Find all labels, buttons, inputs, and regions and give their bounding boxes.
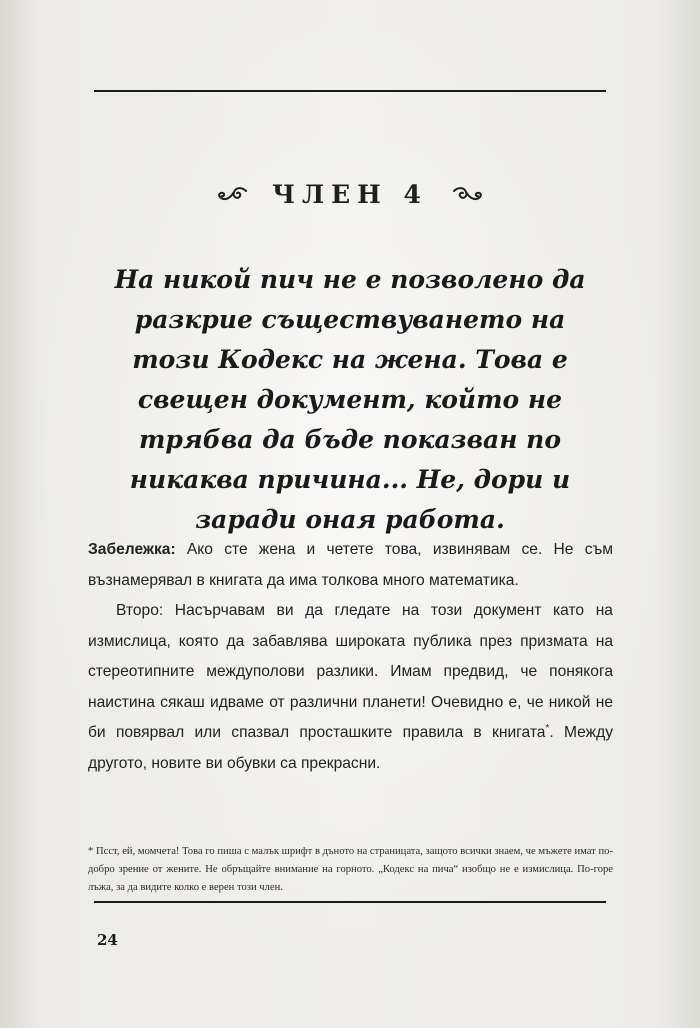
note-text: Ако сте жена и четете това, извинявам се. Не съм възнамерявал в книгата да има толкова много математика. <box>88 541 613 589</box>
heading-title: ЧЛЕН 4 <box>272 180 428 209</box>
note-paragraph <box>88 535 613 596</box>
footnote: * Псст, ей, момчета! Това го пиша с малък шрифт в дъното на страницата, защото всички знаем, че мъжете имат по-добро зрение от жените. Не обръщайте внимание на горното. „Кодекс на пича“ изобщо не е измислица. По-горе лъжа, за да видите колко е верен този член. <box>88 846 613 893</box>
bottom-rule <box>94 901 606 903</box>
rule-statement: На никой пич не е позволено да разкрие съществуването на този Кодекс на жена. Това е свещен документ, който не трябва да бъде показван по никаква причина... Не, дори и заради оная работа. <box>114 265 586 534</box>
page-number: 24 <box>97 931 118 949</box>
flourish-left-icon <box>216 185 250 205</box>
top-rule <box>94 90 606 92</box>
paragraph-text: Второ: Насърчавам ви да гледате на този документ като на измислица, която да забавлява широката публика през призмата на стереотипните междуполови разлики. Имам предвид, че понякога наистина сякаш идваме от различни планети! Очевидно е, че никой не би повярвал или спазвал просташките правила в книгата <box>88 602 613 741</box>
flourish-right-icon <box>450 185 484 205</box>
body-text <box>88 535 613 779</box>
footnote-marker: * <box>545 722 550 734</box>
article-heading <box>0 178 700 209</box>
paragraph-text-end: . Между другото, новите ви обувки са прекрасни. <box>88 724 613 772</box>
second-paragraph <box>88 596 613 779</box>
note-label: Забележка: <box>88 541 176 558</box>
